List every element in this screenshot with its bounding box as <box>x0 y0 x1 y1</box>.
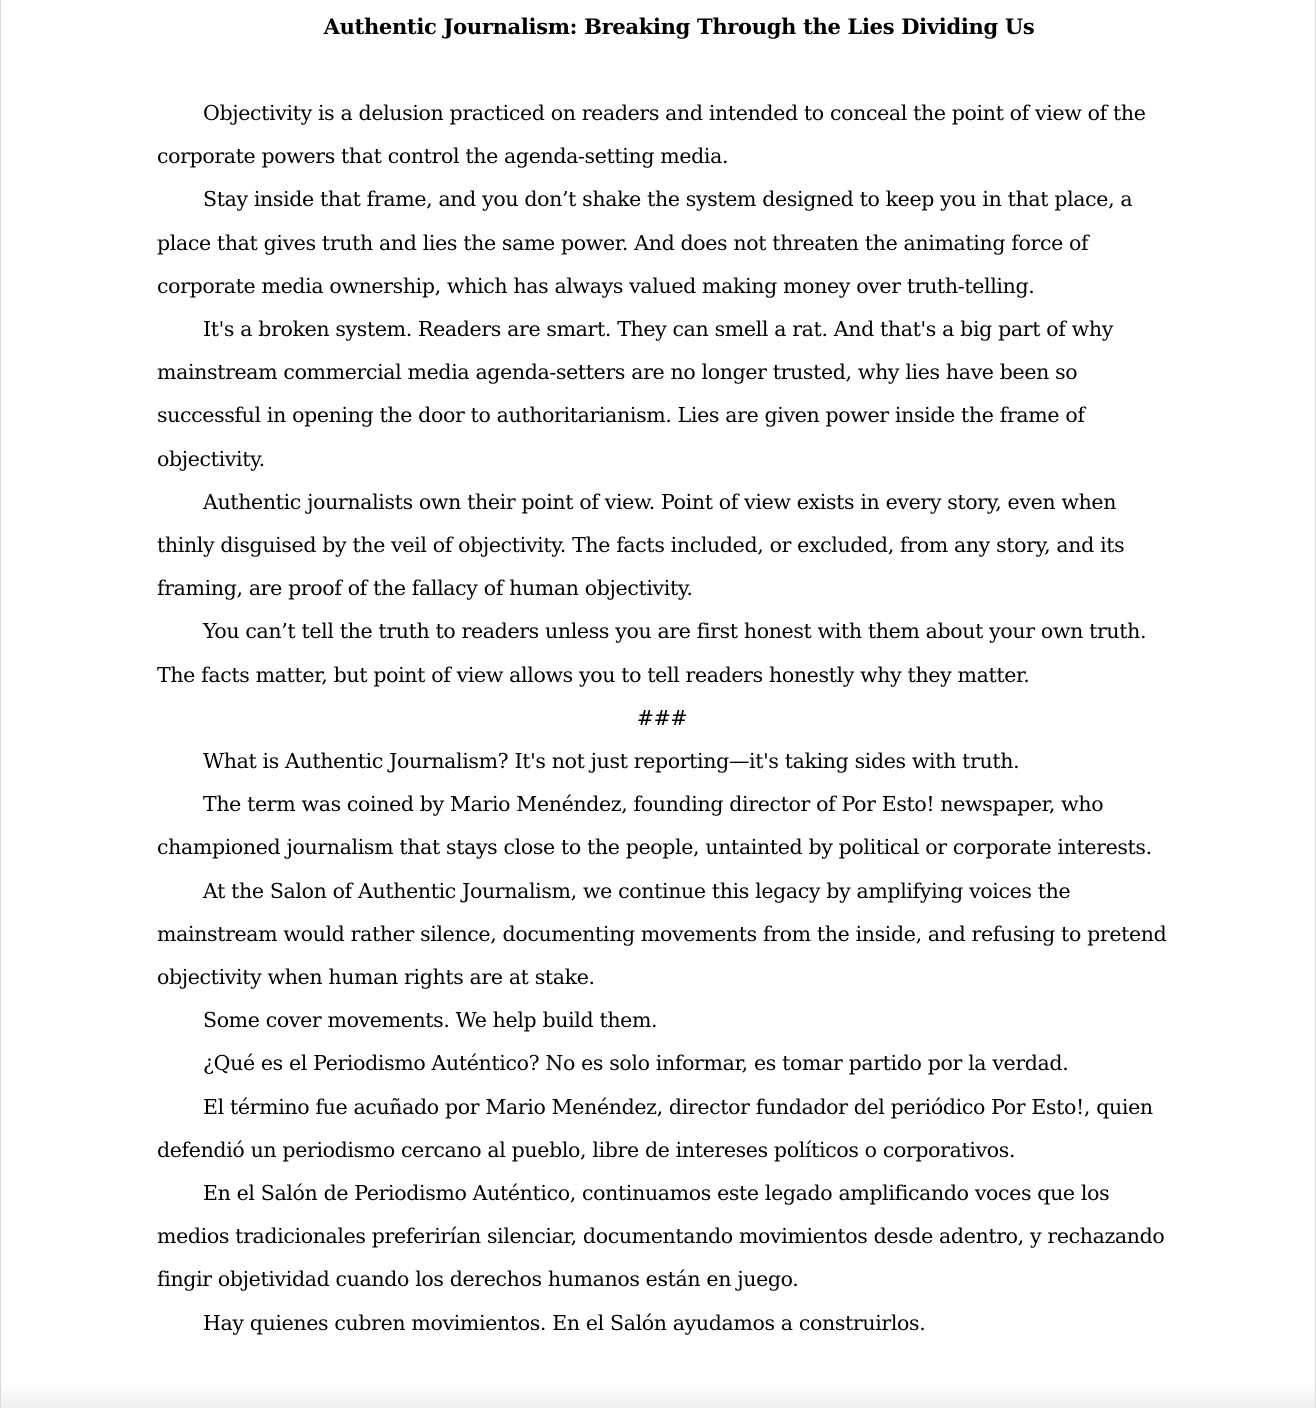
section-divider: ### <box>636 705 688 730</box>
paragraph: Some cover movements. We help build them. <box>203 1008 658 1033</box>
paragraph: It's a broken system. Readers are smart. They can smell a rat. And that's a big part of why mainstream commercial media agenda-setters are no longer trusted, why lies have been so successful in opening the door to authoritarianism. Lies are given power inside the frame of objectivity. <box>157 317 1113 471</box>
page-bottom-shadow <box>1 1382 1315 1408</box>
paragraph: Hay quienes cubren movimientos. En el Salón ayudamos a construirlos. <box>203 1310 926 1335</box>
document-title: Authentic Journalism: Breaking Through the Lies Dividing Us <box>323 14 1035 39</box>
paragraph: Objectivity is a delusion practiced on readers and intended to conceal the point of view of the corporate powers that control the agenda-setting media. <box>157 101 1146 169</box>
paragraph: En el Salón de Periodismo Auténtico, continuamos este legado amplificando voces que los medios tradicionales preferirían silenciar, documentando movimientos desde adentro, y rechazando fingir objetividad cuando los derechos humanos están en juego. <box>157 1181 1165 1292</box>
paragraph: Stay inside that frame, and you don’t shake the system designed to keep you in that place, a place that gives truth and lies the same power. And does not threaten the animating force of corporate media ownership, which has always valued making money over truth-telling. <box>157 187 1133 298</box>
paragraph: Authentic journalists own their point of view. Point of view exists in every story, even when thinly disguised by the veil of objectivity. The facts included, or excluded, from any story, and its framing, are proof of the fallacy of human objectivity. <box>157 489 1125 601</box>
document-body <box>157 92 1167 1345</box>
paragraph: You can’t tell the truth to readers unless you are first honest with them about your own truth. The facts matter, but point of view allows you to tell readers honestly why they matter. <box>157 619 1147 687</box>
paragraph: ¿Qué es el Periodismo Auténtico? No es solo informar, es tomar partido por la verdad. <box>203 1051 1069 1076</box>
paragraph: El término fue acuñado por Mario Menéndez, director fundador del periódico Por Esto!, quien defendió un periodismo cercano al pueblo, libre de intereses políticos o corporativos. <box>157 1094 1153 1162</box>
paragraph: At the Salon of Authentic Journalism, we continue this legacy by amplifying voices the mainstream would rather silence, documenting movements from the inside, and refusing to pretend objectivity when human rights are at stake. <box>157 878 1167 990</box>
paragraph: What is Authentic Journalism? It's not just reporting—it's taking sides with truth. <box>203 749 1020 774</box>
paragraph: The term was coined by Mario Menéndez, founding director of Por Esto! newspaper, who championed journalism that stays close to the people, untainted by political or corporate interests. <box>157 792 1152 860</box>
